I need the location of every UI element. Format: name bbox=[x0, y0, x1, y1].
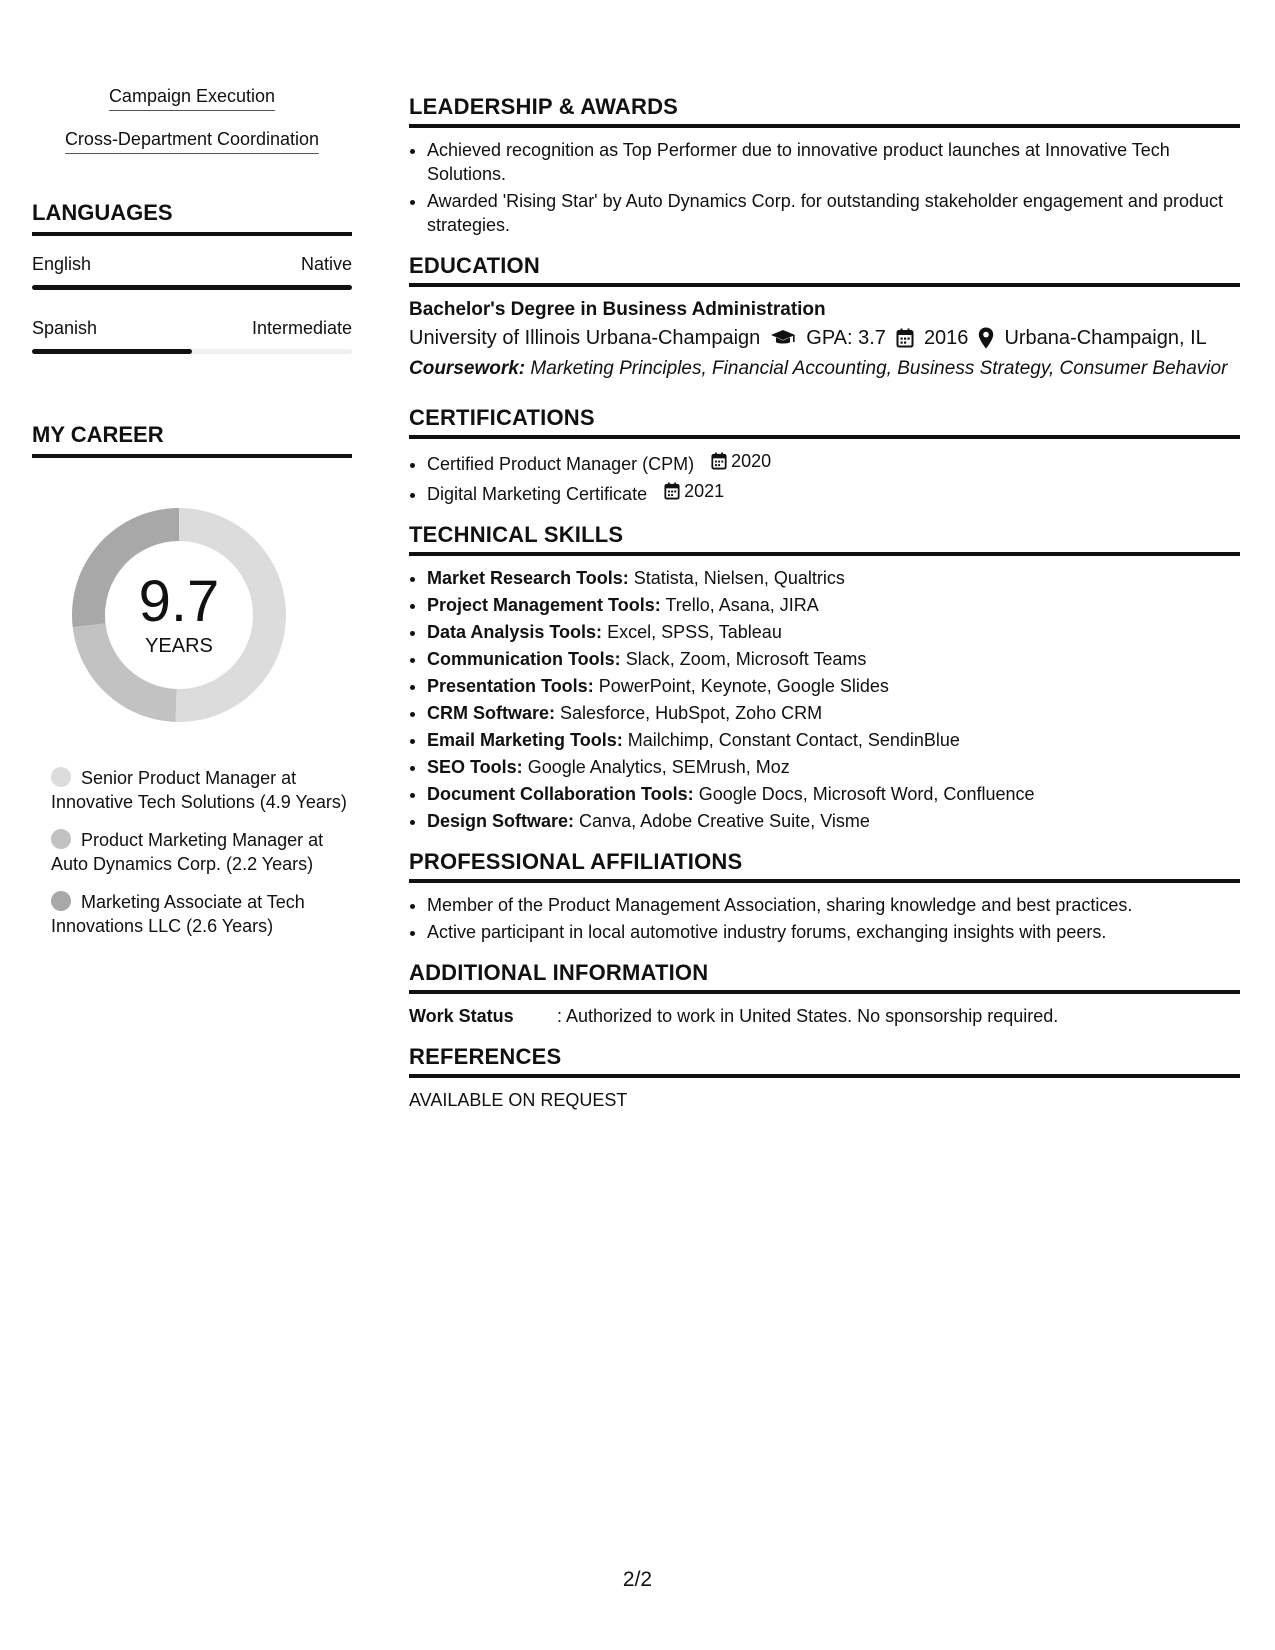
skill-value: Slack, Zoom, Microsoft Teams bbox=[625, 649, 867, 669]
gpa: GPA: 3.7 bbox=[806, 327, 886, 349]
certifications-section bbox=[409, 405, 1240, 506]
certification-year: 2020 bbox=[731, 451, 772, 471]
certifications-heading: CERTIFICATIONS bbox=[409, 405, 1240, 439]
career-item bbox=[51, 890, 352, 938]
list-item bbox=[427, 809, 1240, 833]
career-item-label: Senior Product Manager at Innovative Tech Solutions (4.9 Years) bbox=[51, 768, 347, 812]
references-heading: REFERENCES bbox=[409, 1044, 1240, 1078]
language-bar-fill bbox=[32, 285, 352, 290]
list-item bbox=[427, 479, 1240, 506]
coursework bbox=[409, 357, 1240, 381]
references-text: AVAILABLE ON REQUEST bbox=[409, 1090, 628, 1110]
skill-value: Google Docs, Microsoft Word, Confluence bbox=[698, 784, 1035, 804]
career-list bbox=[32, 766, 352, 938]
page-number: 2/2 bbox=[622, 1568, 653, 1591]
certification-date bbox=[711, 449, 771, 473]
certification-year: 2021 bbox=[684, 481, 725, 501]
skill-label: CRM Software: bbox=[427, 703, 556, 723]
skill-value: Mailchimp, Constant Contact, SendinBlue bbox=[627, 730, 960, 750]
skill-label: Project Management Tools: bbox=[427, 595, 661, 615]
school-name: University of Illinois Urbana-Champaign bbox=[409, 327, 761, 349]
calendar-icon bbox=[896, 328, 914, 348]
skill-label: Email Marketing Tools: bbox=[427, 730, 623, 750]
skill-value: Trello, Asana, JIRA bbox=[665, 595, 819, 615]
education-heading: EDUCATION bbox=[409, 253, 1240, 287]
skill-value: Canva, Adobe Creative Suite, Visme bbox=[579, 811, 870, 831]
career-item-label: Product Marketing Manager at Auto Dynamics Corp. (2.2 Years) bbox=[51, 830, 324, 874]
legend-dot-icon bbox=[51, 767, 71, 787]
list-item bbox=[427, 449, 1240, 476]
skill-label: Document Collaboration Tools: bbox=[427, 784, 694, 804]
sidebar bbox=[32, 86, 352, 952]
list-item bbox=[427, 755, 1240, 779]
list-item bbox=[427, 593, 1240, 617]
leadership-heading: LEADERSHIP & AWARDS bbox=[409, 94, 1240, 128]
degree-title: Bachelor's Degree in Business Administration bbox=[409, 299, 826, 320]
language-level: Native bbox=[300, 254, 352, 274]
list-item: • Achieved recognition as Top Performer due to innovative product launches at Innovative Tech Solutions. bbox=[427, 138, 1240, 186]
skill-label: Data Analysis Tools: bbox=[427, 622, 603, 642]
language-spanish bbox=[32, 318, 352, 354]
calendar-icon bbox=[711, 452, 727, 470]
work-status-label: Work Status bbox=[409, 1006, 514, 1026]
skill-label: Market Research Tools: bbox=[427, 568, 629, 588]
technical-skills-section bbox=[409, 522, 1240, 833]
skill-value: PowerPoint, Keynote, Google Slides bbox=[598, 676, 889, 696]
career-item-label: Marketing Associate at Tech Innovations LLC (2.6 Years) bbox=[51, 892, 305, 936]
language-name: Spanish bbox=[32, 318, 98, 338]
graduation-year: 2016 bbox=[923, 327, 969, 349]
list-item bbox=[427, 647, 1240, 671]
coursework-label: Coursework: bbox=[409, 358, 526, 379]
career-total-years: 9.7 bbox=[138, 568, 220, 634]
school-location: Urbana-Champaign, IL bbox=[1004, 327, 1207, 349]
skill-label: SEO Tools: bbox=[427, 757, 523, 777]
certification-date bbox=[664, 479, 724, 503]
legend-dot-icon bbox=[51, 829, 71, 849]
certification-name: Digital Marketing Certificate bbox=[427, 484, 648, 504]
additional-info-section bbox=[409, 960, 1240, 1028]
languages-heading: LANGUAGES bbox=[32, 200, 352, 236]
list-item bbox=[427, 620, 1240, 644]
skill-tag: Cross-Department Coordination bbox=[65, 129, 319, 154]
language-name: English bbox=[32, 254, 92, 274]
education-section bbox=[409, 253, 1240, 381]
coursework-list: Marketing Principles, Financial Accounting, Business Strategy, Consumer Behavior bbox=[530, 358, 1228, 379]
list-item bbox=[427, 674, 1240, 698]
skill-value: Excel, SPSS, Tableau bbox=[607, 622, 782, 642]
additional-info-heading: ADDITIONAL INFORMATION bbox=[409, 960, 1240, 994]
career-item bbox=[51, 766, 352, 814]
calendar-icon bbox=[664, 482, 680, 500]
career-item bbox=[51, 828, 352, 876]
list-item bbox=[427, 728, 1240, 752]
list-item: • Active participant in local automotive industry forums, exchanging insights with peers. bbox=[427, 920, 1240, 944]
legend-dot-icon bbox=[51, 891, 71, 911]
language-bar-fill bbox=[32, 349, 192, 354]
list-item: • Member of the Product Management Association, sharing knowledge and best practices. bbox=[427, 893, 1240, 917]
technical-skills-heading: TECHNICAL SKILLS bbox=[409, 522, 1240, 556]
skill-label: Presentation Tools: bbox=[427, 676, 594, 696]
education-details bbox=[409, 323, 1240, 353]
language-level: Intermediate bbox=[251, 318, 352, 338]
language-english bbox=[32, 254, 352, 290]
list-item bbox=[427, 701, 1240, 725]
location-pin-icon bbox=[978, 327, 994, 349]
career-unit: YEARS bbox=[145, 634, 213, 657]
skill-value: Salesforce, HubSpot, Zoho CRM bbox=[560, 703, 823, 723]
skill-tag: Campaign Execution bbox=[109, 86, 275, 111]
work-status-value: : Authorized to work in United States. No sponsorship required. bbox=[557, 1006, 1059, 1026]
leadership-section bbox=[409, 94, 1240, 237]
list-item bbox=[427, 782, 1240, 806]
list-item: • Awarded 'Rising Star' by Auto Dynamics Corp. for outstanding stakeholder engagement and product strategies. bbox=[427, 189, 1240, 237]
language-bar bbox=[32, 349, 352, 354]
skill-label: Design Software: bbox=[427, 811, 575, 831]
career-heading: MY CAREER bbox=[32, 422, 352, 458]
main-content bbox=[409, 94, 1240, 1128]
skill-value: Statista, Nielsen, Qualtrics bbox=[633, 568, 845, 588]
skill-value: Google Analytics, SEMrush, Moz bbox=[527, 757, 790, 777]
list-item bbox=[427, 566, 1240, 590]
career-donut bbox=[64, 500, 294, 730]
work-status-row bbox=[409, 1004, 1240, 1028]
affiliations-section bbox=[409, 849, 1240, 944]
skill-label: Communication Tools: bbox=[427, 649, 621, 669]
graduation-cap-icon bbox=[770, 329, 796, 347]
affiliations-heading: PROFESSIONAL AFFILIATIONS bbox=[409, 849, 1240, 883]
references-section bbox=[409, 1044, 1240, 1112]
language-bar bbox=[32, 285, 352, 290]
skill-tags bbox=[32, 86, 352, 172]
certification-name: Certified Product Manager (CPM) bbox=[427, 454, 695, 474]
